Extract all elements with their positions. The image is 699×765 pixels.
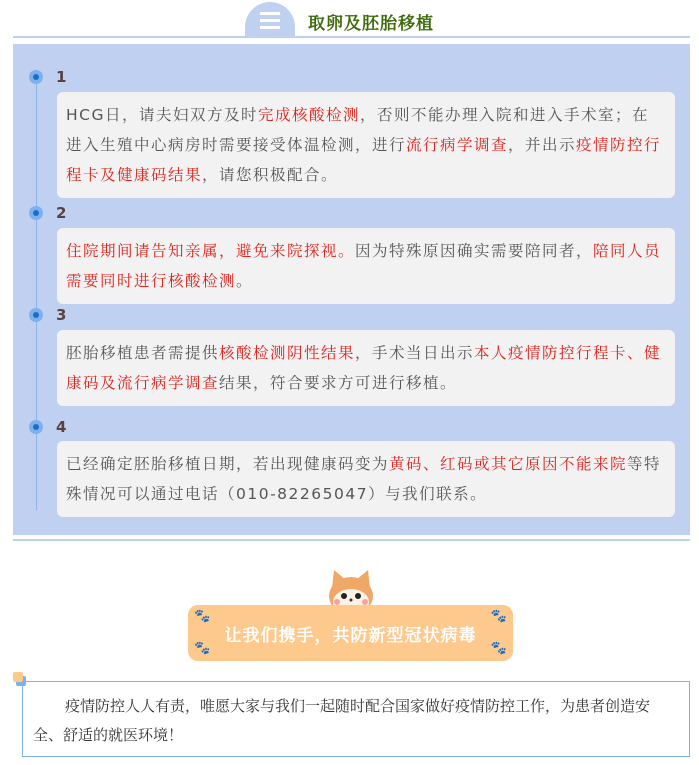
section-number-badge xyxy=(245,2,295,38)
step-card xyxy=(57,330,675,406)
highlight-text: 流行病学调查 xyxy=(406,136,509,154)
highlight-text: 本人疫情防控行程卡、健康码及流行病学调查 xyxy=(66,344,662,392)
slogan-banner xyxy=(188,605,513,661)
step-text: ，请您积极配合。 xyxy=(202,166,339,184)
step-text: 因为特殊原因确实需要陪同者， xyxy=(355,242,594,260)
timeline-dot xyxy=(29,308,43,322)
step-number: 1 xyxy=(56,68,67,86)
step-number: 4 xyxy=(56,418,67,436)
paw-icon: 🐾 xyxy=(490,641,507,656)
step-text: ，手术当日出示 xyxy=(355,344,475,362)
step-text: 。 xyxy=(236,272,254,290)
closing-text: 疫情防控人人有责，唯愿大家与我们一起随时配合国家做好疫情防控工作，为患者创造安全、舒适的就医环境！ xyxy=(33,697,651,744)
paw-icon: 🐾 xyxy=(490,609,507,624)
step-number: 2 xyxy=(56,204,67,222)
highlight-text: 疫情防控行程卡及健康码结果 xyxy=(66,136,662,184)
step-card xyxy=(57,92,675,198)
timeline-dot xyxy=(29,70,43,84)
step-card xyxy=(57,228,675,304)
highlight-text: 完成核酸检测 xyxy=(258,106,361,124)
step-text: 结果，符合要求方可进行移植。 xyxy=(219,374,458,392)
step-text: ，并出示 xyxy=(508,136,577,154)
highlight-text: 黄码、红码或其它原因不能来院 xyxy=(389,455,628,473)
highlight-text: 陪同人员需要同时进行核酸检测 xyxy=(66,242,662,290)
step-text: 胚胎移植患者需提供 xyxy=(66,344,220,362)
divider xyxy=(13,36,690,38)
highlight-text: 核酸检测阴性结果 xyxy=(219,344,356,362)
step-card xyxy=(57,441,675,517)
step-text: 已经确定胚胎移植日期，若出现健康码变为 xyxy=(66,455,390,473)
step-text: 等特殊情况可以通过电话（010-82265047）与我们联系。 xyxy=(66,455,662,503)
timeline-dot xyxy=(29,206,43,220)
section-title: 取卵及胚胎移植 xyxy=(308,14,434,34)
step-number: 3 xyxy=(56,306,67,324)
timeline-dot xyxy=(29,420,43,434)
timeline-line xyxy=(36,78,37,510)
slogan-text: 让我们携手，共防新型冠状病毒 xyxy=(224,626,477,646)
step-text: HCG日，请夫妇双方及时 xyxy=(66,106,258,124)
closing-note xyxy=(22,681,690,757)
highlight-text: 住院期间请告知亲属，避免来院探视。 xyxy=(66,242,356,260)
divider xyxy=(13,539,690,541)
paw-icon: 🐾 xyxy=(194,609,211,624)
paw-icon: 🐾 xyxy=(194,641,211,656)
step-text: ，否则不能办理入院和进入手术室；在进入生殖中心病房时需要接受体温检测，进行 xyxy=(66,106,650,154)
